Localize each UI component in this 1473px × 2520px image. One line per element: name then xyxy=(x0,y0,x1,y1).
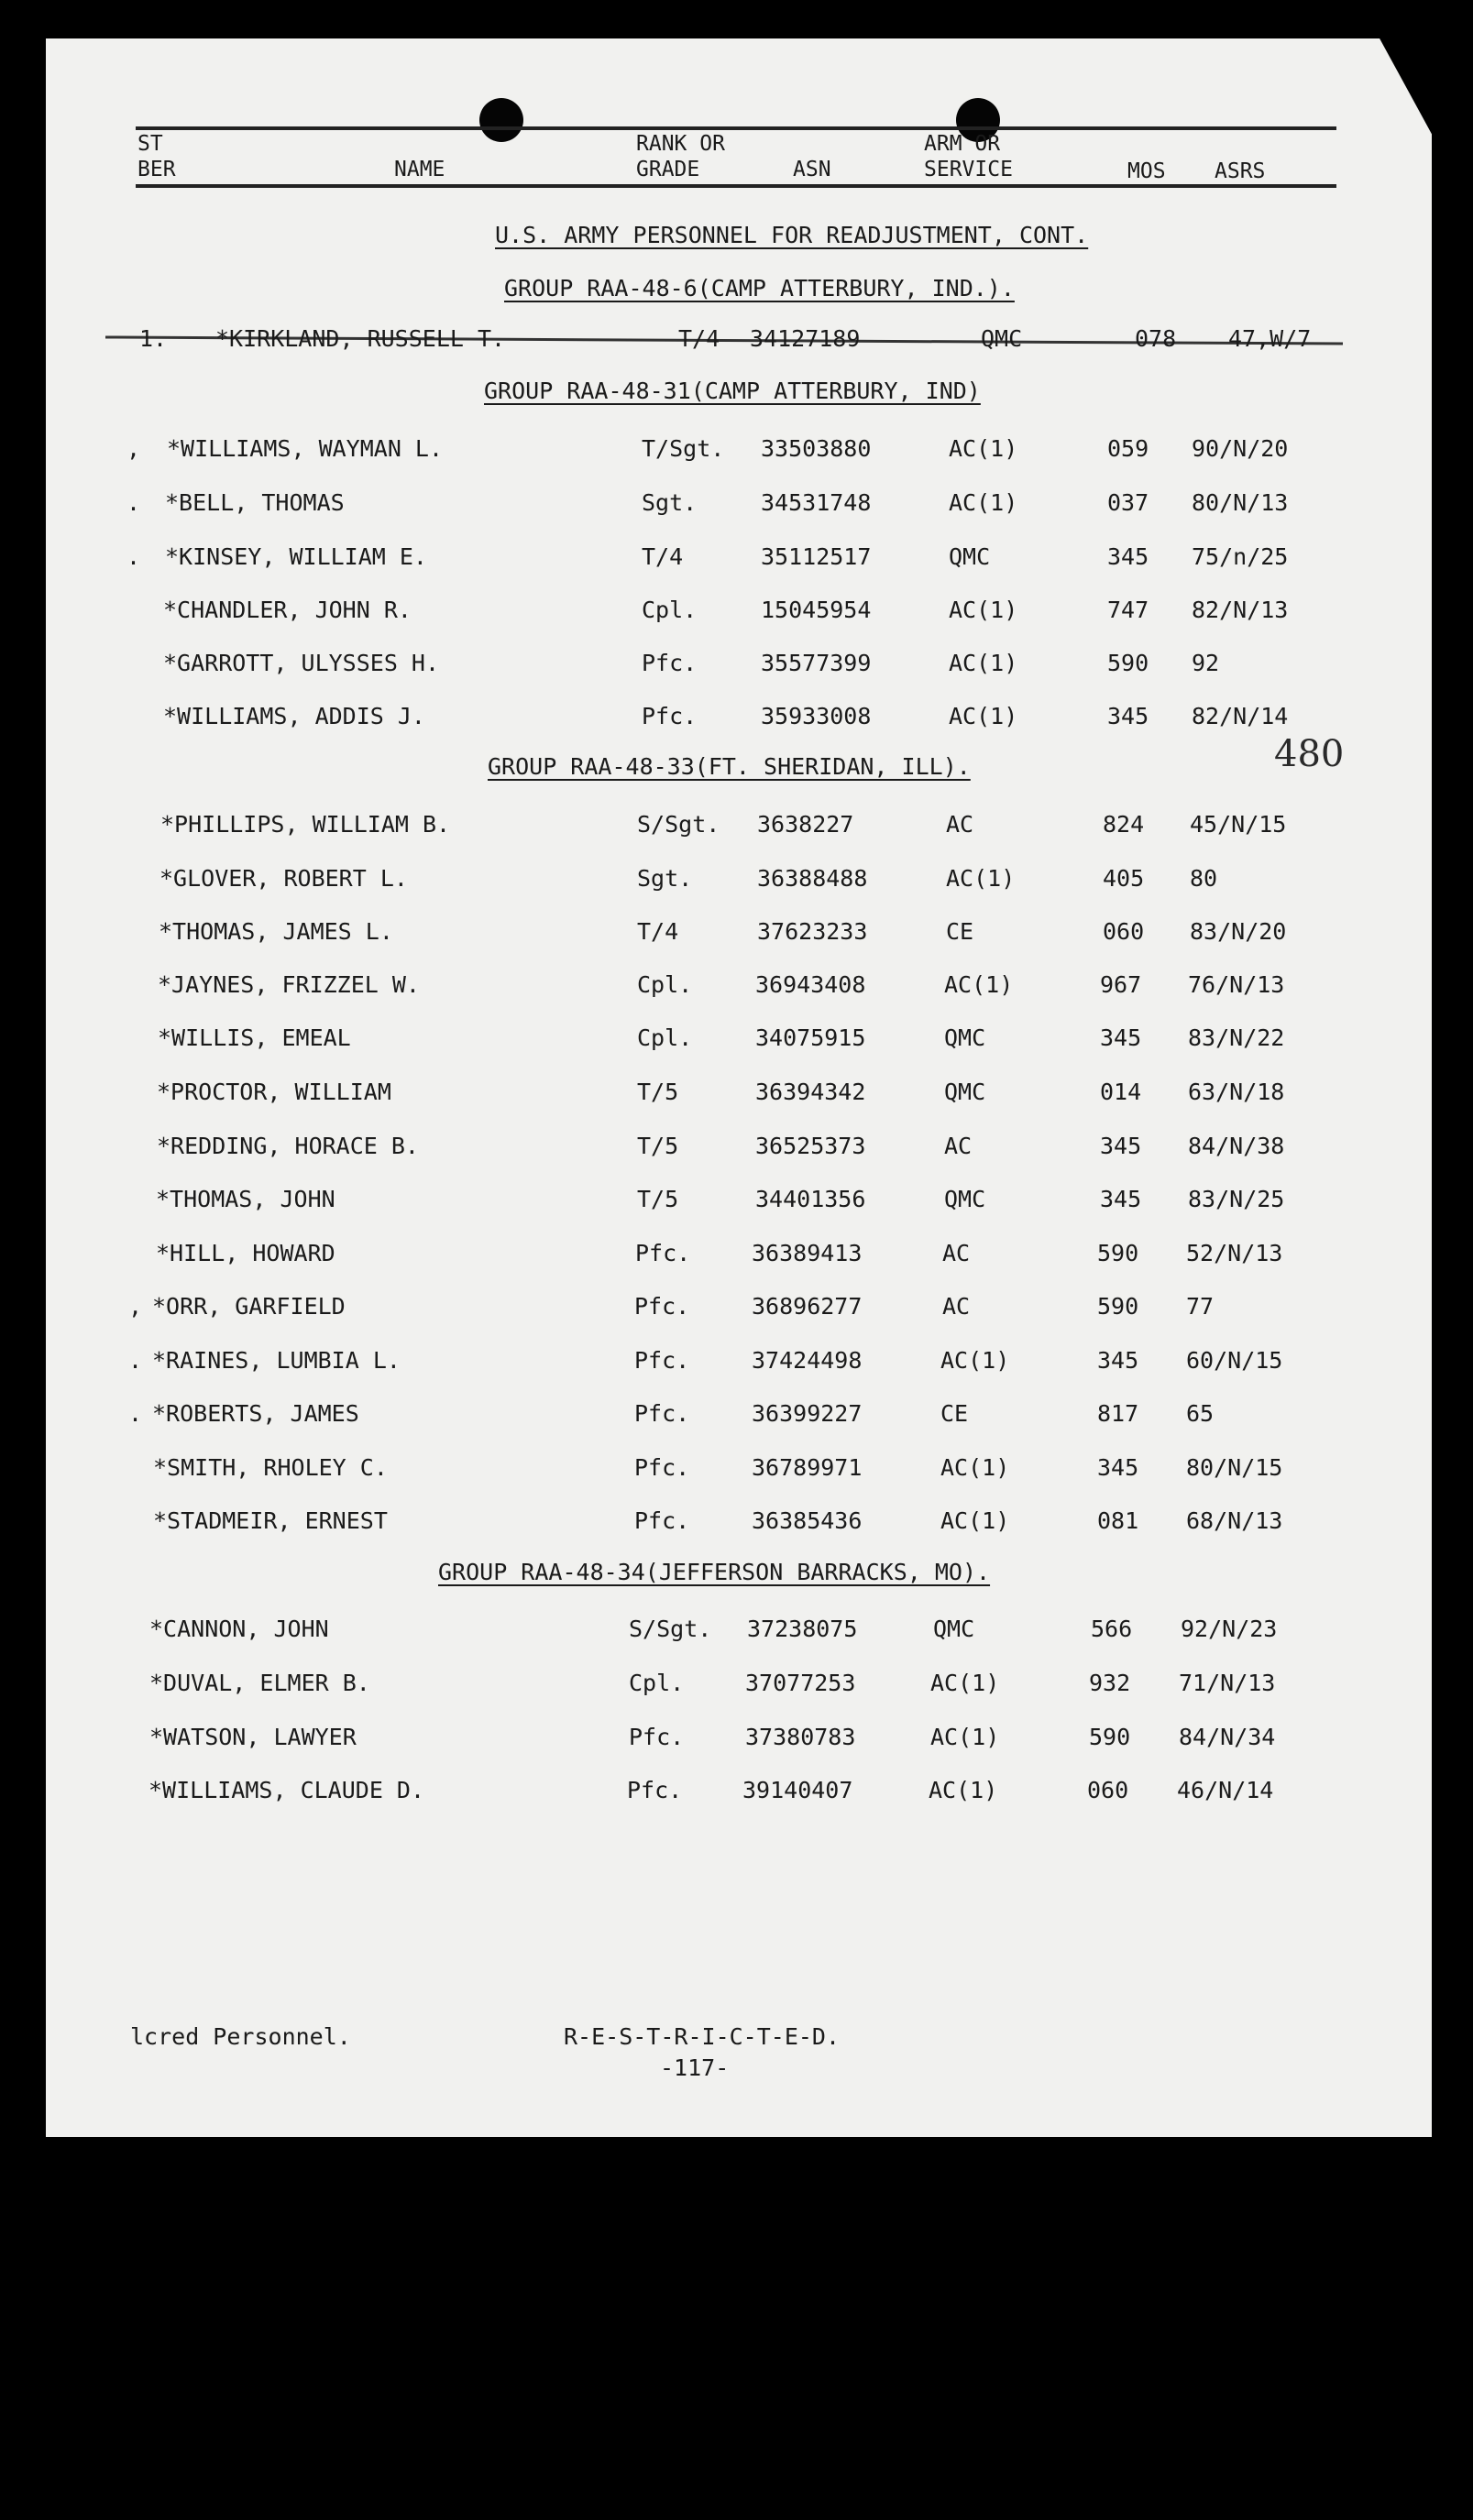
row-asn: 37077253 xyxy=(745,1670,856,1696)
row-asn: 37623233 xyxy=(757,918,868,945)
row-name: *REDDING, HORACE B. xyxy=(157,1133,419,1159)
row-name: *GLOVER, ROBERT L. xyxy=(159,865,408,892)
row-name: *CHANDLER, JOHN R. xyxy=(163,597,412,623)
section-heading xyxy=(504,275,1015,301)
table-row xyxy=(46,918,1432,955)
row-name: *WATSON, LAWYER xyxy=(149,1724,357,1750)
table-row xyxy=(46,1724,1432,1760)
row-asn: 36389413 xyxy=(752,1240,863,1266)
row-mos: 345 xyxy=(1097,1347,1139,1374)
row-arm: AC(1) xyxy=(949,650,1018,676)
row-mark: . xyxy=(128,1400,143,1427)
row-rank: Cpl. xyxy=(637,1024,693,1051)
row-asn: 36789971 xyxy=(752,1454,863,1481)
table-row xyxy=(46,1777,1432,1813)
row-mos: 078 xyxy=(1135,325,1177,352)
document-page xyxy=(46,38,1432,2137)
row-asrs: 75/n/25 xyxy=(1192,543,1289,570)
row-arm: QMC xyxy=(944,1024,986,1051)
row-name: *WILLIS, EMEAL xyxy=(158,1024,351,1051)
row-mos: 037 xyxy=(1107,489,1149,516)
row-mark: , xyxy=(126,435,141,462)
row-name: *ORR, GARFIELD xyxy=(152,1293,346,1320)
row-rank: Pfc. xyxy=(634,1454,690,1481)
row-asn: 36525373 xyxy=(755,1133,866,1159)
row-arm: AC xyxy=(942,1293,971,1320)
row-arm: AC(1) xyxy=(930,1724,1000,1750)
row-arm: AC(1) xyxy=(944,971,1014,998)
section-title: GROUP RAA-48-34(JEFFERSON BARRACKS, MO). xyxy=(438,1559,991,1585)
row-asrs: 80/N/15 xyxy=(1186,1454,1283,1481)
table-row xyxy=(46,1507,1432,1544)
row-rank: T/5 xyxy=(637,1186,679,1212)
row-asrs: 80/N/13 xyxy=(1192,489,1289,516)
table-row xyxy=(46,1079,1432,1115)
row-asrs: 84/N/38 xyxy=(1188,1133,1285,1159)
row-name: *PROCTOR, WILLIAM xyxy=(157,1079,391,1105)
row-mos: 817 xyxy=(1097,1400,1139,1427)
row-mos: 345 xyxy=(1100,1186,1142,1212)
table-row xyxy=(46,1024,1432,1061)
row-asrs: 60/N/15 xyxy=(1186,1347,1283,1374)
row-name: *HILL, HOWARD xyxy=(156,1240,335,1266)
row-rank: S/Sgt. xyxy=(637,811,720,838)
row-mos: 932 xyxy=(1089,1670,1131,1696)
row-asn: 35577399 xyxy=(761,650,872,676)
row-asrs: 77 xyxy=(1186,1293,1215,1320)
row-arm: QMC xyxy=(981,325,1023,352)
row-mos: 590 xyxy=(1089,1724,1131,1750)
row-asn: 35933008 xyxy=(761,703,872,729)
table-row xyxy=(46,1133,1432,1169)
row-asrs: 52/N/13 xyxy=(1186,1240,1283,1266)
row-arm: AC(1) xyxy=(949,597,1018,623)
row-arm: QMC xyxy=(933,1616,975,1642)
table-row xyxy=(46,971,1432,1008)
row-asrs: 83/N/22 xyxy=(1188,1024,1285,1051)
row-mos: 590 xyxy=(1097,1240,1139,1266)
row-arm: AC(1) xyxy=(949,703,1018,729)
row-arm: AC(1) xyxy=(946,865,1016,892)
row-asrs: 82/N/14 xyxy=(1192,703,1289,729)
section-title: GROUP RAA-48-6(CAMP ATTERBURY, IND.). xyxy=(504,275,1015,301)
row-asn: 36943408 xyxy=(755,971,866,998)
row-name: *PHILLIPS, WILLIAM B. xyxy=(160,811,451,838)
header-name: NAME xyxy=(394,158,445,181)
row-asn: 34531748 xyxy=(761,489,872,516)
row-mos: 967 xyxy=(1100,971,1142,998)
table-row xyxy=(46,489,1432,526)
row-asn: 33503880 xyxy=(761,435,872,462)
row-rank: T/5 xyxy=(637,1079,679,1105)
row-arm: AC(1) xyxy=(940,1454,1010,1481)
footer-note: lcred Personnel. xyxy=(130,2023,351,2050)
header-number-bottom: BER xyxy=(137,158,176,181)
row-asrs: 83/N/20 xyxy=(1190,918,1287,945)
row-name: *CANNON, JOHN xyxy=(149,1616,329,1642)
row-asrs: 92 xyxy=(1192,650,1220,676)
header-asrs: ASRS xyxy=(1215,159,1266,183)
row-rank: Pfc. xyxy=(642,703,698,729)
header-asn: ASN xyxy=(793,158,831,181)
page-number: -117- xyxy=(660,2054,730,2081)
section-heading xyxy=(488,753,971,780)
row-name: *ROBERTS, JAMES xyxy=(152,1400,359,1427)
row-mos: 590 xyxy=(1097,1293,1139,1320)
table-row xyxy=(46,650,1432,686)
row-asrs: 84/N/34 xyxy=(1179,1724,1276,1750)
struck-table-row xyxy=(46,325,1432,362)
row-mark: . xyxy=(126,543,141,570)
row-rank: Pfc. xyxy=(642,650,698,676)
row-asrs: 92/N/23 xyxy=(1181,1616,1278,1642)
section-title: GROUP RAA-48-33(FT. SHERIDAN, ILL). xyxy=(488,753,971,780)
row-asn: 37380783 xyxy=(745,1724,856,1750)
row-asn: 34075915 xyxy=(755,1024,866,1051)
row-rank: Pfc. xyxy=(634,1400,690,1427)
row-name: *SMITH, RHOLEY C. xyxy=(153,1454,388,1481)
row-mos: 060 xyxy=(1103,918,1145,945)
table-row xyxy=(46,811,1432,848)
row-mos: 345 xyxy=(1100,1133,1142,1159)
row-mos: 060 xyxy=(1087,1777,1129,1803)
row-rank: Cpl. xyxy=(642,597,698,623)
punch-hole-left xyxy=(479,98,523,142)
row-arm: AC xyxy=(944,1133,973,1159)
row-mos: 081 xyxy=(1097,1507,1139,1534)
row-asn: 35112517 xyxy=(761,543,872,570)
row-arm: QMC xyxy=(944,1186,986,1212)
section-heading xyxy=(438,1559,990,1585)
row-name: *GARROTT, ULYSSES H. xyxy=(163,650,440,676)
row-name: *WILLIAMS, ADDIS J. xyxy=(163,703,425,729)
row-rank: Sgt. xyxy=(637,865,693,892)
row-asn: 37424498 xyxy=(752,1347,863,1374)
header-rule-bottom xyxy=(136,184,1336,188)
row-mos: 747 xyxy=(1107,597,1149,623)
row-rank: Pfc. xyxy=(634,1347,690,1374)
section-title: GROUP RAA-48-31(CAMP ATTERBURY, IND) xyxy=(484,378,981,404)
row-rank: T/Sgt. xyxy=(642,435,725,462)
row-asrs: 83/N/25 xyxy=(1188,1186,1285,1212)
row-arm: AC(1) xyxy=(940,1347,1010,1374)
table-row xyxy=(46,1240,1432,1276)
row-arm: AC(1) xyxy=(929,1777,998,1803)
row-arm: QMC xyxy=(944,1079,986,1105)
row-mark: . xyxy=(126,489,141,516)
row-asrs: 71/N/13 xyxy=(1179,1670,1276,1696)
row-asrs: 63/N/18 xyxy=(1188,1079,1285,1105)
row-arm: AC(1) xyxy=(940,1507,1010,1534)
row-name: *STADMEIR, ERNEST xyxy=(153,1507,388,1534)
page-torn-corner xyxy=(1379,38,1432,137)
table-row xyxy=(46,1293,1432,1330)
row-rank: T/4 xyxy=(678,325,720,352)
row-rank: Pfc. xyxy=(629,1724,685,1750)
row-asn: 36394342 xyxy=(755,1079,866,1105)
row-rank: Pfc. xyxy=(634,1293,690,1320)
row-name: *KINSEY, WILLIAM E. xyxy=(165,543,427,570)
row-rank: S/Sgt. xyxy=(629,1616,712,1642)
table-row xyxy=(46,1616,1432,1652)
row-asrs: 76/N/13 xyxy=(1188,971,1285,998)
row-mos: 345 xyxy=(1107,543,1149,570)
row-name: *JAYNES, FRIZZEL W. xyxy=(158,971,420,998)
row-mos: 590 xyxy=(1107,650,1149,676)
table-row xyxy=(46,703,1432,740)
row-asn: 34127189 xyxy=(750,325,861,352)
stamp-number: 480 xyxy=(1274,733,1345,775)
row-rank: Pfc. xyxy=(635,1240,691,1266)
header-mos: MOS xyxy=(1127,159,1166,183)
document-title: U.S. ARMY PERSONNEL FOR READJUSTMENT, CONT. xyxy=(495,222,1089,248)
row-asrs: 68/N/13 xyxy=(1186,1507,1283,1534)
row-name: *THOMAS, JAMES L. xyxy=(159,918,393,945)
row-mos: 824 xyxy=(1103,811,1145,838)
row-rank: Cpl. xyxy=(629,1670,685,1696)
header-arm-bottom: SERVICE xyxy=(924,158,1013,181)
row-arm: AC xyxy=(942,1240,971,1266)
row-name: *WILLIAMS, WAYMAN L. xyxy=(167,435,444,462)
row-arm: AC(1) xyxy=(949,435,1018,462)
row-rank: T/5 xyxy=(637,1133,679,1159)
row-asrs: 90/N/20 xyxy=(1192,435,1289,462)
row-asn: 15045954 xyxy=(761,597,872,623)
row-mos: 405 xyxy=(1103,865,1145,892)
row-mos: 014 xyxy=(1100,1079,1142,1105)
header-rank-top: RANK OR xyxy=(636,132,725,156)
table-row xyxy=(46,1670,1432,1706)
row-mark: . xyxy=(128,1347,143,1374)
table-row xyxy=(46,435,1432,472)
header-arm-top: ARM OR xyxy=(924,132,1001,156)
row-name: *RAINES, LUMBIA L. xyxy=(152,1347,401,1374)
row-asrs: 47,W/7 xyxy=(1228,325,1312,352)
table-row xyxy=(46,597,1432,633)
row-rank: Pfc. xyxy=(634,1507,690,1534)
row-mos: 566 xyxy=(1091,1616,1133,1642)
table-row xyxy=(46,1400,1432,1437)
row-number: 1. xyxy=(139,325,168,352)
row-asn: 39140407 xyxy=(742,1777,853,1803)
row-arm: AC(1) xyxy=(930,1670,1000,1696)
row-asn: 36388488 xyxy=(757,865,868,892)
row-asrs: 65 xyxy=(1186,1400,1215,1427)
row-arm: CE xyxy=(940,1400,969,1427)
row-name: *WILLIAMS, CLAUDE D. xyxy=(148,1777,425,1803)
row-rank: Pfc. xyxy=(627,1777,683,1803)
section-heading xyxy=(484,378,981,404)
header-rank-bottom: GRADE xyxy=(636,158,700,181)
row-arm: AC(1) xyxy=(949,489,1018,516)
row-name: *THOMAS, JOHN xyxy=(156,1186,335,1212)
row-asn: 37238075 xyxy=(747,1616,858,1642)
table-row xyxy=(46,1347,1432,1384)
header-rule-top xyxy=(136,126,1336,130)
row-mos: 345 xyxy=(1100,1024,1142,1051)
row-arm: AC xyxy=(946,811,974,838)
table-row xyxy=(46,1454,1432,1491)
table-row xyxy=(46,1186,1432,1222)
row-asn: 34401356 xyxy=(755,1186,866,1212)
row-asrs: 46/N/14 xyxy=(1177,1777,1274,1803)
row-asn: 3638227 xyxy=(757,811,854,838)
row-mos: 345 xyxy=(1107,703,1149,729)
row-mark: , xyxy=(128,1293,143,1320)
table-row xyxy=(46,543,1432,580)
row-name: *DUVAL, ELMER B. xyxy=(149,1670,370,1696)
row-asrs: 80 xyxy=(1190,865,1218,892)
row-name: *BELL, THOMAS xyxy=(165,489,345,516)
row-asrs: 82/N/13 xyxy=(1192,597,1289,623)
row-rank: T/4 xyxy=(637,918,679,945)
row-rank: Sgt. xyxy=(642,489,698,516)
row-asrs: 45/N/15 xyxy=(1190,811,1287,838)
row-rank: Cpl. xyxy=(637,971,693,998)
row-arm: CE xyxy=(946,918,974,945)
row-asn: 36385436 xyxy=(752,1507,863,1534)
table-row xyxy=(46,865,1432,902)
row-arm: QMC xyxy=(949,543,991,570)
row-name: *KIRKLAND, RUSSELL T. xyxy=(215,325,506,352)
row-asn: 36896277 xyxy=(752,1293,863,1320)
row-asn: 36399227 xyxy=(752,1400,863,1427)
footer-classification: R-E-S-T-R-I-C-T-E-D. xyxy=(564,2023,841,2050)
row-mos: 345 xyxy=(1097,1454,1139,1481)
row-rank: T/4 xyxy=(642,543,684,570)
header-number-top: ST xyxy=(137,132,163,156)
row-mos: 059 xyxy=(1107,435,1149,462)
